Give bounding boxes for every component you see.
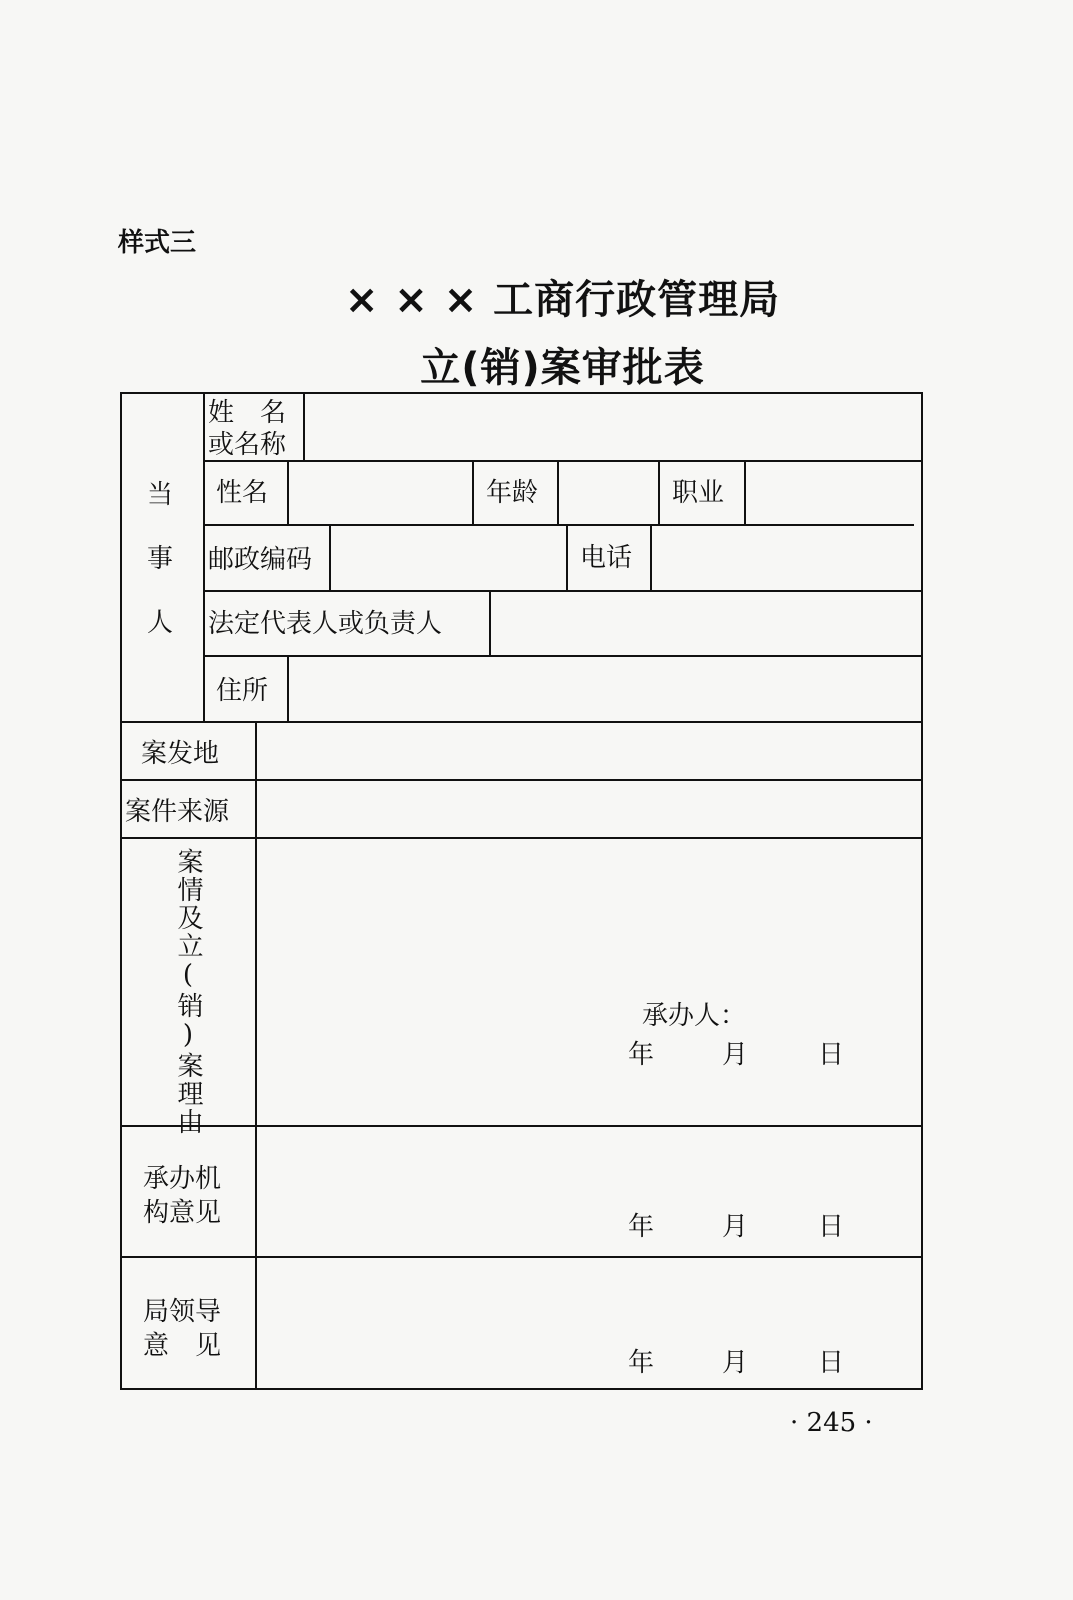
leader-date-day: 日 <box>818 1348 845 1378</box>
address-label: 住所 <box>216 676 269 706</box>
leader-date-month: 月 <box>722 1348 749 1378</box>
row-divider <box>120 1256 923 1258</box>
col-divider <box>329 524 331 591</box>
case-location-label: 案发地 <box>141 739 220 769</box>
agency-date-year: 年 <box>628 1212 655 1242</box>
leader-date-year: 年 <box>628 1348 655 1378</box>
row-divider <box>120 721 923 723</box>
legal-representative-field[interactable] <box>492 593 920 654</box>
agency-opinion-label-line-2: 构意见 <box>143 1198 222 1228</box>
agency-date-month: 月 <box>722 1212 749 1242</box>
age-field[interactable] <box>560 463 657 523</box>
case-date-day: 日 <box>818 1040 845 1070</box>
postcode-label: 邮政编码 <box>208 545 313 575</box>
name-or-title-label-1: 姓 名 <box>208 398 287 428</box>
title-line-1: × × × 工商行政管理局 <box>344 277 781 323</box>
agency-date-day: 日 <box>818 1212 845 1242</box>
case-reason-field[interactable] <box>258 840 920 1124</box>
col-divider <box>650 524 652 591</box>
address-field[interactable] <box>290 658 920 720</box>
occupation-label: 职业 <box>672 478 725 508</box>
agency-opinion-label-line-1: 承办机 <box>143 1164 222 1194</box>
row-divider <box>120 779 923 781</box>
sample-label: 样式三 <box>118 228 197 258</box>
party-label-char-1: 当 <box>147 480 174 510</box>
col-divider <box>287 460 289 525</box>
col-divider <box>557 460 559 525</box>
leader-opinion-label <box>143 1295 221 1363</box>
phone-field[interactable] <box>653 527 920 589</box>
col-divider <box>287 655 289 722</box>
row-divider <box>204 460 923 462</box>
leader-opinion-label-line-2: 意 见 <box>143 1331 222 1361</box>
postcode-field[interactable] <box>332 527 565 589</box>
col-divider <box>255 721 257 1390</box>
col-divider <box>203 392 205 722</box>
leader-opinion-label-line-1: 局领导 <box>143 1297 222 1327</box>
occupation-field[interactable] <box>747 463 920 523</box>
row-divider <box>120 1125 923 1127</box>
case-source-field[interactable] <box>258 782 920 836</box>
case-date-year: 年 <box>628 1040 655 1070</box>
name-or-title-label-2: 或名称 <box>208 430 287 460</box>
title-line-2: 立(销)案审批表 <box>420 345 705 391</box>
case-date-month: 月 <box>722 1040 749 1070</box>
row-divider <box>204 590 923 592</box>
age-label: 年龄 <box>486 478 539 508</box>
agency-opinion-label <box>143 1162 221 1230</box>
row-divider <box>204 655 923 657</box>
case-source-label: 案件来源 <box>125 797 230 827</box>
name-field[interactable] <box>290 463 471 523</box>
name-label: 性名 <box>216 478 269 508</box>
col-divider <box>489 590 491 656</box>
party-label-char-2: 事 <box>147 544 174 574</box>
col-divider <box>303 392 305 461</box>
col-divider <box>744 460 746 525</box>
party-label-char-3: 人 <box>147 608 174 638</box>
col-divider <box>472 460 474 525</box>
row-divider <box>120 837 923 839</box>
handler-label: 承办人： <box>642 1001 747 1031</box>
case-location-field[interactable] <box>258 724 920 778</box>
phone-label: 电话 <box>580 543 633 573</box>
col-divider <box>658 460 660 525</box>
legal-representative-label: 法定代表人或负责人 <box>208 609 443 639</box>
col-divider <box>566 524 568 591</box>
row-divider <box>204 524 914 526</box>
name-or-title-field[interactable] <box>306 395 920 458</box>
page-number: · 245 · <box>790 1408 873 1438</box>
case-reason-label: 案情及立(销)案理由 <box>173 848 203 1136</box>
